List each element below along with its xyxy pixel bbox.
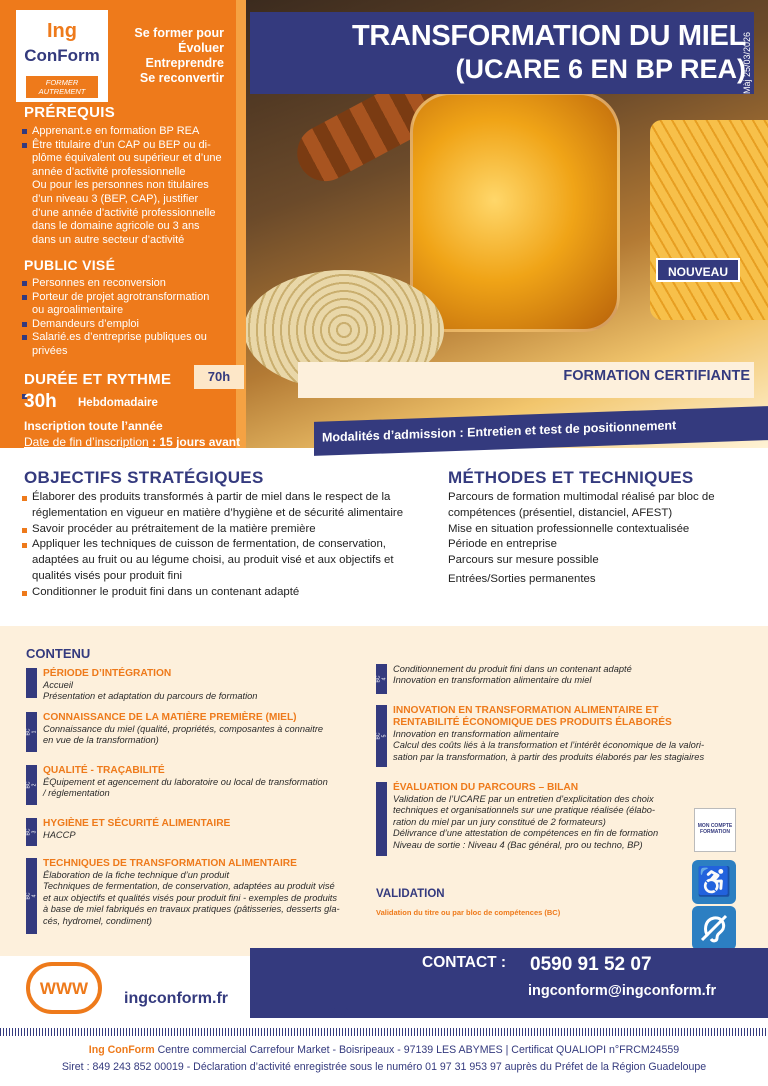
module-desc: Innovation en transformation alimentaire — [393, 729, 559, 739]
module-desc: cés, hydromel, condiment) — [43, 915, 153, 926]
module-integration — [26, 668, 366, 702]
validation-text: Validation du titre ou par bloc de compétences (BC) — [376, 908, 561, 917]
hearing-accessibility-icon — [692, 906, 736, 950]
module-bc4 — [26, 858, 366, 934]
rythme-text: Hebdomadaire — [78, 397, 158, 409]
mon-compte-formation-logo[interactable]: MON COMPTE FORMATION — [694, 808, 736, 852]
module-desc: Délivrance d’une attestation de compétences en fin de formation — [393, 828, 659, 839]
bullet-icon — [22, 591, 27, 596]
list-item: compétences (présentiel, distanciel, AFEST) — [448, 506, 673, 519]
objectifs-list — [22, 490, 414, 601]
list-item: Appliquer les techniques de cuisson de fermentation, de conservation, — [22, 537, 414, 553]
logo-conform-text: ConForm — [24, 46, 100, 65]
nouveau-badge: NOUVEAU — [656, 258, 740, 282]
module-desc: Validation de l’UCARE par un entretien d’explicitation des choix — [393, 794, 654, 804]
list-item: Être titulaire d’un CAP ou BEP ou di- — [22, 139, 236, 153]
module-desc: à base de miel fabriqués en travaux pratiques (pâtisseries, desserts gla- — [43, 904, 340, 915]
list-item: Période en entreprise — [448, 538, 557, 551]
certification-text: FORMATION CERTIFIANTE — [563, 368, 750, 384]
module-title: HYGIÈNE ET SÉCURITÉ ALIMENTAIRE — [43, 818, 231, 829]
list-item: Élaborer des produits transformés à partir de miel dans le respect de la — [22, 490, 414, 506]
contact-label: CONTACT : — [422, 954, 507, 971]
www-label: WWW — [39, 979, 89, 998]
validation-title: VALIDATION — [376, 888, 445, 900]
module-desc: Accueil — [43, 680, 73, 690]
module-bar: BC 4 — [26, 858, 37, 934]
title-band — [250, 12, 754, 94]
slogan-line: Évoluer — [178, 41, 224, 55]
bullet-icon — [22, 295, 27, 300]
list-item: Salarié.es d’entreprise publiques ou — [22, 331, 236, 345]
list-item: dans un autre secteur d’activité — [32, 233, 185, 246]
list-item: d’une année d’activité professionnelle — [32, 206, 216, 219]
module-bar: BC 3 — [26, 818, 37, 846]
prerequis-title: PRÉREQUIS — [24, 104, 116, 121]
module-desc: ration du miel par un jury constitué de 2 formateurs) — [393, 816, 606, 827]
module-desc: sation par la transformation, à partir des produits élaborés par les stagiaires — [393, 751, 705, 762]
list-item: année d’activité professionnelle — [32, 165, 186, 178]
module-bc4-cont — [376, 664, 746, 694]
honey-jar-shape — [410, 92, 620, 332]
list-item: dans le domaine agricole ou 3 ans — [32, 220, 200, 233]
module-desc: Techniques de fermentation, de conservation, adaptées au produit visé — [43, 881, 335, 892]
module-title: INNOVATION EN TRANSFORMATION ALIMENTAIRE ET — [393, 705, 659, 716]
wheelchair-accessibility-icon: ♿ — [692, 860, 736, 904]
list-item: Entrées/Sorties permanentes — [448, 572, 596, 585]
contenu-title: CONTENU — [26, 646, 91, 661]
list-item: plôme équivalent ou supérieur et d’une — [32, 152, 222, 165]
module-desc: et aux objectifs et qualités visés pour produit fini - exemples de produits — [43, 892, 338, 903]
bullet-icon — [22, 335, 27, 340]
module-title: CONNAISSANCE DE LA MATIÈRE PREMIÈRE (MIEL) — [43, 712, 297, 723]
module-desc: Connaissance du miel (qualité, propriétés, composantes à connaitre — [43, 724, 324, 734]
slogan-line: Entreprendre — [145, 56, 224, 70]
module-bc1 — [26, 712, 366, 752]
list-item: Porteur de projet agrotransformation — [22, 291, 236, 305]
list-item: Personnes en reconversion — [22, 277, 236, 291]
bullet-icon — [22, 496, 27, 501]
ear-icon — [692, 906, 736, 950]
bullet-icon — [22, 129, 27, 134]
website-link[interactable]: ingconform.fr — [124, 990, 228, 1007]
list-item: Conditionner le produit fini dans un contenant adapté — [22, 585, 414, 601]
module-bar — [26, 668, 37, 698]
list-item: adaptées au fruit ou au légume choisi, au produit visé et aux objectifs et — [32, 554, 394, 567]
module-desc: Présentation et adaptation du parcours de formation — [43, 691, 258, 702]
bullet-icon — [22, 143, 27, 148]
module-bar: BC 2 — [26, 765, 37, 805]
update-date: Màj 25/03/2026 — [742, 31, 752, 94]
list-item: Demandeurs d’emploi — [22, 318, 236, 332]
list-item: qualités visés pour produit fini — [32, 569, 183, 582]
module-desc: techniques et organisationnels sur une pratique réalisée (élabo- — [393, 805, 656, 816]
logo-tagline: FORMER AUTREMENT — [26, 76, 98, 98]
page-title: TRANSFORMATION DU MIEL — [352, 20, 746, 52]
list-item: d’un niveau 3 (BEP, CAP), justifier — [32, 192, 199, 205]
list-item: Parcours de formation multimodal réalisé par bloc de — [448, 491, 715, 503]
module-desc: Élaboration de la fiche technique d’un produit — [43, 870, 230, 880]
slogan — [114, 26, 224, 86]
module-bar — [376, 782, 387, 856]
module-title: TECHNIQUES DE TRANSFORMATION ALIMENTAIRE — [43, 858, 297, 869]
tarif-label: TARIF : — [320, 1006, 371, 1022]
list-item: privées — [32, 344, 68, 357]
footer-address: Ing ConForm Centre commercial Carrefour Market - Boisripeaux - 97139 LES ABYMES | Certificat QUALIOPI n°FRCM24559 — [88, 1044, 680, 1056]
bullet-icon — [22, 281, 27, 286]
email-link[interactable]: ingconform@ingconform.fr — [528, 983, 717, 999]
footer-legal: Siret : 849 243 852 00019 - Déclaration d’activité enregistrée sous le numéro 01 97 31 953 97 auprès du Préfet de la Région Guadeloupe — [61, 1061, 707, 1073]
honeycomb-shape — [650, 120, 768, 320]
slogan-line: Se reconvertir — [139, 71, 224, 85]
phone-link[interactable]: 0590 91 52 07 — [530, 954, 652, 975]
module-title: RENTABILITÉ ÉCONOMIQUE DES PRODUITS ÉLABORÉS — [393, 717, 672, 728]
certification-banner — [298, 362, 754, 398]
list-item: Parcours sur mesure possible — [448, 554, 599, 567]
module-bar: BC 1 — [26, 712, 37, 752]
public-title: PUBLIC VISÉ — [24, 257, 116, 273]
module-bar: BC 4 — [376, 664, 387, 694]
module-desc: / réglementation — [43, 788, 110, 799]
public-list — [22, 277, 236, 359]
list-item: Mise en situation professionnelle contextualisée — [448, 522, 690, 535]
module-title: ÉVALUATION DU PARCOURS – BILAN — [393, 782, 579, 793]
inscription-text: Inscription toute l’année — [24, 419, 163, 433]
bullet-icon — [22, 322, 27, 327]
methodes-title: MÉTHODES ET TECHNIQUES — [448, 468, 694, 487]
duree-badge: 70h — [194, 365, 244, 389]
date-fin: Date de fin d’inscription : 15 jours avant — [24, 435, 241, 449]
duree-title: DURÉE ET RYTHME — [24, 371, 172, 388]
module-desc: HACCP — [43, 830, 76, 840]
prerequis-list — [22, 125, 236, 247]
page-subtitle: (UCARE 6 EN BP REA) — [455, 54, 746, 84]
objectifs-title: OBJECTIFS STRATÉGIQUES — [24, 468, 264, 487]
list-item: Apprenant.e en formation BP REA — [22, 125, 236, 139]
slogan-line: Se former pour — [134, 26, 224, 40]
module-bar: BC 5 — [376, 705, 387, 767]
dotted-divider — [0, 1028, 768, 1036]
module-desc: Conditionnement du produit fini dans un contenant adapté — [393, 664, 632, 674]
module-desc: Calcul des coûts liés à la transformation et l’intérêt économique de la valori- — [393, 740, 705, 751]
module-bc2 — [26, 765, 366, 805]
admission-text: Modalités d’admission : Entretien et test de positionnement — [322, 418, 677, 445]
bullet-icon — [22, 528, 27, 533]
weekly-hours: 30h — [24, 391, 57, 412]
module-evaluation — [376, 782, 686, 856]
logo-ing-text: Ing — [47, 20, 77, 42]
bullet-icon — [22, 543, 27, 548]
module-title: QUALITÉ - TRAÇABILITÉ — [43, 765, 165, 776]
module-desc: Innovation en transformation alimentaire du miel — [393, 675, 592, 686]
list-item: Ou pour les personnes non titulaires — [32, 179, 209, 192]
list-item: réglementation en vigueur en matière d’hygiène et de sécurité alimentaire — [32, 506, 404, 519]
module-bc5 — [376, 705, 746, 767]
methodes-list — [448, 490, 748, 588]
list-item: ou agroalimentaire — [32, 304, 124, 317]
logo[interactable] — [16, 10, 108, 102]
module-desc: Niveau de sortie : Niveau 4 (Bac général, pro ou techno, BP) — [393, 839, 643, 850]
module-bc3 — [26, 818, 366, 846]
www-globe-icon[interactable] — [26, 962, 102, 1014]
module-desc: ÉQuipement et agencement du laboratoire ou local de transformation — [43, 777, 328, 787]
module-title: PÉRIODE D’INTÉGRATION — [43, 668, 172, 679]
list-item: Savoir procéder au prétraitement de la matière première — [22, 522, 414, 538]
module-desc: en vue de la transformation) — [43, 735, 159, 746]
